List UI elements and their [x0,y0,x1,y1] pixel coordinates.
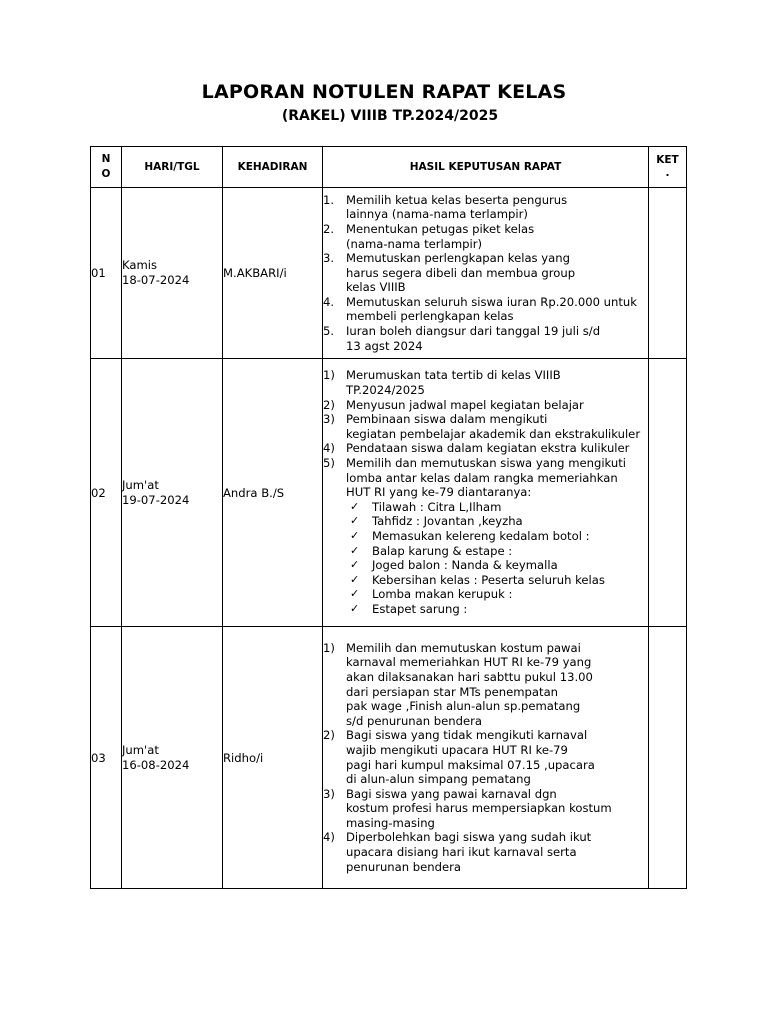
decision-item [323,368,648,397]
table-row [91,627,687,889]
decision-line: Memilih dan memutuskan kostum pawai [346,640,581,655]
decision-item [323,830,648,874]
decision-line: Diperbolehkan bagi siswa yang sudah ikut [346,830,592,845]
header-no [91,147,122,188]
decision-line: upacara disiang hari ikut karnaval serta [346,845,577,860]
decision-line: Memilih dan memutuskan siswa yang mengikuti [346,456,627,471]
decision-line: Merumuskan tata tertib di kelas VIIIB [346,368,561,383]
decision-line: Pembinaan siswa dalam mengikuti [346,412,548,427]
row-hari-tgl [122,359,223,627]
decision-list [323,641,648,875]
competition-item [346,529,648,544]
decision-line: penurunan bendera [346,859,461,874]
row-kehadiran: Andra B./S [223,359,323,627]
row-hasil [323,627,649,889]
competition-label: Tilawah : Citra L,Ilham [372,499,502,514]
page-title: LAPORAN NOTULEN RAPAT KELAS [201,81,567,103]
decision-line: HUT RI yang ke-79 diantaranya: [346,485,532,500]
competition-label: Lomba makan kerupuk : [372,587,513,602]
competition-label: Balap karung & estape : [372,543,513,558]
header-no-line-2: O [101,168,111,180]
table-row [91,359,687,627]
competition-label: Kebersihan kelas : Peserta seluruh kelas [372,572,605,587]
decision-line: masing-masing [346,815,435,830]
decision-number: 1) [323,640,335,655]
decision-number: 2) [323,728,335,743]
header-hasil-keputusan: HASIL KEPUTUSAN RAPAT [323,147,649,188]
decision-number: 2) [323,397,335,412]
competition-label: Estapet sarung : [372,601,468,616]
decision-line: pak wage ,Finish alun-alun sp.pematang [346,699,581,714]
decision-line: Bagi siswa yang tidak mengikuti karnaval [346,728,588,743]
decision-line: pagi hari kumpul maksimal 07.15 ,upacara [346,757,595,772]
decision-line: TP.2024/2025 [346,383,425,398]
decision-line: 13 agst 2024 [346,338,423,353]
row-tgl: 19-07-2024 [122,492,190,507]
decision-number: 5) [323,456,335,471]
decision-item [323,222,648,251]
decision-item [323,324,648,353]
row-kehadiran: M.AKBARI/i [223,188,323,359]
decision-line: wajib mengikuti upacara HUT RI ke-79 [346,742,568,757]
competition-list [346,500,648,617]
header-ket-line-1: KET [656,154,679,166]
row-hari: Jum'at [122,742,159,757]
competition-item [346,544,648,559]
checkmark-icon: ✓ [350,543,360,557]
header-hari-tgl: HARI/TGL [122,147,223,188]
row-hari: Kamis [122,258,158,272]
decision-line: harus segera dibeli dan membua group [346,265,576,280]
decision-item [323,787,648,831]
checkmark-icon: ✓ [350,499,360,513]
header-kehadiran: KEHADIRAN [223,147,323,188]
table-header-row [91,147,687,188]
decision-number: 3) [323,412,335,427]
decision-line: kegiatan pembelajar akademik dan ekstrakulikuler [346,426,641,441]
header-ket [649,147,687,188]
competition-label: Joged balon : Nanda & keymalla [372,558,558,573]
decision-item [323,441,648,456]
decision-line: di alun-alun simpang pematang [346,772,531,787]
decision-line: Memilih ketua kelas beserta pengurus [346,192,568,207]
competition-item [346,587,648,602]
checkmark-icon: ✓ [350,514,360,528]
decision-line: kostum profesi harus mempersiapkan kostum [346,801,612,816]
checkmark-icon: ✓ [350,601,360,615]
competition-label: Tahfidz : Jovantan ,keyzha [372,514,523,529]
header-ket-line-2: . [665,167,670,179]
page-subtitle: (RAKEL) VIIIB TP.2024/2025 [281,108,499,124]
row-no: 01 [91,188,122,359]
decision-number: 5. [323,324,335,339]
row-tgl: 16-08-2024 [122,757,190,772]
competition-label: Memasukan kelereng kedalam botol : [372,528,590,543]
decision-line: lainnya (nama-nama terlampir) [346,207,528,222]
decision-item [323,412,648,441]
row-tgl: 18-07-2024 [122,273,190,287]
checkmark-icon: ✓ [350,528,360,542]
row-no: 02 [91,359,122,627]
decision-line: Menentukan petugas piket kelas [346,221,535,236]
table-row [91,188,687,359]
decision-item [323,728,648,786]
row-hari: Jum'at [122,477,159,492]
row-hasil [323,188,649,359]
row-ket [649,359,687,627]
competition-item [346,500,648,515]
decision-number: 1. [323,192,335,207]
decision-item [323,193,648,222]
decision-number: 1) [323,368,335,383]
decision-item [323,251,648,295]
decision-list [323,193,648,354]
competition-item [346,514,648,529]
row-hari-tgl [122,188,223,359]
decision-line: Memutuskan perlengkapan kelas yang [346,251,570,266]
competition-item [346,602,648,617]
checkmark-icon: ✓ [350,587,360,601]
checkmark-icon: ✓ [350,558,360,572]
decision-line: Memutuskan seluruh siswa iuran Rp.20.000 untuk [346,294,637,309]
decision-line: membeli perlengkapan kelas [346,309,514,324]
decision-line: Menyusun jadwal mapel kegiatan belajar [346,397,584,412]
row-no: 03 [91,627,122,889]
decision-line: lomba antar kelas dalam rangka memeriahkan [346,470,618,485]
decision-line: karnaval memeriahkan HUT RI ke-79 yang [346,655,592,670]
row-ket [649,188,687,359]
decision-line: kelas VIIIB [346,280,406,295]
decision-number: 2. [323,221,335,236]
decision-line: Bagi siswa yang pawai karnaval dgn [346,786,557,801]
header-no-line-1: N [101,153,111,165]
row-hari-tgl [122,627,223,889]
decision-number: 4) [323,441,335,456]
decision-item [323,641,648,729]
decision-line: akan dilaksanakan hari sabttu pukul 13.00 [346,669,593,684]
competition-item [346,573,648,588]
decision-number: 3) [323,786,335,801]
decision-number: 4. [323,294,335,309]
decision-number: 4) [323,830,335,845]
decision-line: Iuran boleh diangsur dari tanggal 19 juli s/d [346,324,601,339]
decision-line: (nama-nama terlampir) [346,236,483,251]
row-ket [649,627,687,889]
row-kehadiran: Ridho/i [223,627,323,889]
row-hasil [323,359,649,627]
competition-item [346,558,648,573]
checkmark-icon: ✓ [350,572,360,586]
decision-item [323,398,648,413]
minutes-table [90,146,687,889]
decision-list [323,368,648,616]
decision-number: 3. [323,251,335,266]
decision-line: s/d penurunan bendera [346,713,482,728]
decision-item [323,295,648,324]
decision-line: Pendataan siswa dalam kegiatan ekstra kulikuler [346,441,630,456]
decision-item [323,456,648,617]
decision-line: dari persiapan star MTs penempatan [346,684,559,699]
